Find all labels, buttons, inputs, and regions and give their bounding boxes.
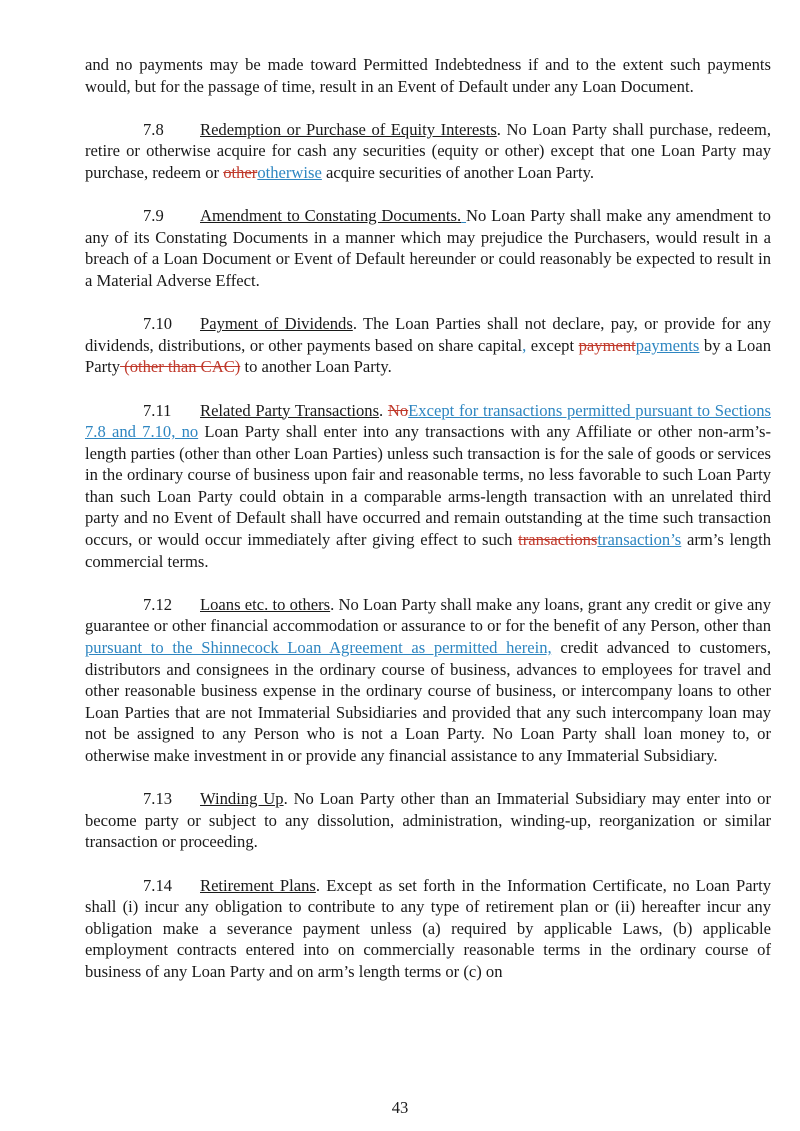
inserted-text: transaction’s [597,530,682,550]
deleted-text: No [387,400,409,420]
deleted-text: (other than CAC) [120,357,241,377]
section-number: 7.11 [143,400,172,420]
section-heading: Related Party Transactions [200,400,380,420]
section-number: 7.9 [143,206,164,226]
section-7-9 [85,205,771,291]
section-text: . No Loan Party shall purchase, redeem, retire or otherwise acquire for cash any securities (equity or other) except that one Loan Party may purchase, redeem or [85,119,771,182]
section-number: 7.13 [143,789,173,809]
section-text: acquire securities of another Loan Party. [321,162,594,182]
section-heading: Winding Up [200,789,284,809]
inserted-text: Except for transactions permitted pursuant to Sections 7.8 and 7.10, no [85,400,771,442]
section-text: . No Loan Party shall make any loans, grant any credit or give any guarantee or other financial accommodation or assurance to or for the benefit of any Person, other than [85,594,771,636]
section-text: except [526,335,579,355]
document-page [85,54,771,1004]
section-7-10 [85,313,771,378]
section-heading: Payment of Dividends [200,314,353,334]
section-text: arm’s length commercial terms. [85,530,772,571]
deleted-text: transactions [518,530,598,550]
section-number: 7.8 [143,119,164,139]
section-text: . The Loan Parties shall not declare, pay, or provide for any dividends, distributions, or other payments based on share capital [85,314,771,355]
section-7-13 [85,788,771,853]
section-heading: Redemption or Purchase of Equity Interests [200,119,497,139]
section-text: . Except as set forth in the Information Certificate, no Loan Party shall (i) incur any obligation to contribute to any type of retirement plan or (ii) hereafter incur any obligation make a severance payment unless (a) required by applicable Laws, (b) applicable employment contracts entered into on commercially reasonable terms in the ordinary course of business of any Loan Party and on arm’s length terms or (c) on [85,875,771,981]
section-text: by a Loan Party [85,335,771,377]
section-heading: Amendment to Constating Documents. [200,206,462,226]
inserted-text: otherwise [257,162,322,182]
section-text: . [379,400,388,420]
intro-text: and no payments may be made toward Permitted Indebtedness if and to the extent such payments would, but for the passage of time, result in an Event of Default under any Loan Document. [85,55,771,96]
section-number: 7.14 [143,875,173,895]
inserted-text: payments [635,335,700,355]
deleted-text: other [223,162,258,182]
section-7-8 [85,119,771,184]
inserted-text: pursuant to the Shinnecock Loan Agreement as permitted herein, [85,638,552,658]
section-text: credit advanced to customers, distributors and consignees in the ordinary course of business, advances to employees for travel and other reasonable business expense in the ordinary course of business, or intercompany loans to other Loan Parties that are not Immaterial Subsidiaries and provided that any such intercompany loan may not be assigned to any Person who is not a Loan Party. No Loan Party shall loan money to, or otherwise make investment in or provide any financial assistance to any Immaterial Subsidiary. [85,638,771,765]
section-number: 7.12 [143,594,173,614]
page-number: 43 [391,1098,409,1117]
section-text: . No Loan Party other than an Immaterial Subsidiary may enter into or become party or subject to any dissolution, administration, winding-up, reorganization or similar transaction or proceeding. [85,789,771,852]
section-text: No Loan Party shall make any amendment to any of its Constating Documents in a manner which may prejudice the Purchasers, would result in a breach of a Loan Document or Event of Default hereunder or could reasonably be expected to result in a Material Adverse Effect. [85,206,771,290]
section-7-14 [85,875,771,983]
section-heading: Loans etc. to others [200,594,331,614]
deleted-text: payment [578,335,636,355]
section-7-12 [85,594,771,767]
paragraph-intro [85,54,771,97]
section-text: to another Loan Party. [240,357,392,377]
section-7-11 [85,400,771,573]
section-heading: Retirement Plans [200,875,316,895]
inserted-text: , [522,335,527,355]
section-text: Loan Party shall enter into any transactions with any Affiliate or other non-arm’s-length parties (other than other Loan Parties) unless such transaction is for the sale of goods or services in the ordinary course of business upon fair and reasonable terms, no less favorable to such Loan Party than such Loan Party could obtain in a comparable arms-length transaction with an unrelated third party and no Event of Default shall have occurred and remain outstanding at the time such transaction occurs, or would occur immediately after giving effect to such [85,422,771,550]
section-number: 7.10 [143,314,173,334]
